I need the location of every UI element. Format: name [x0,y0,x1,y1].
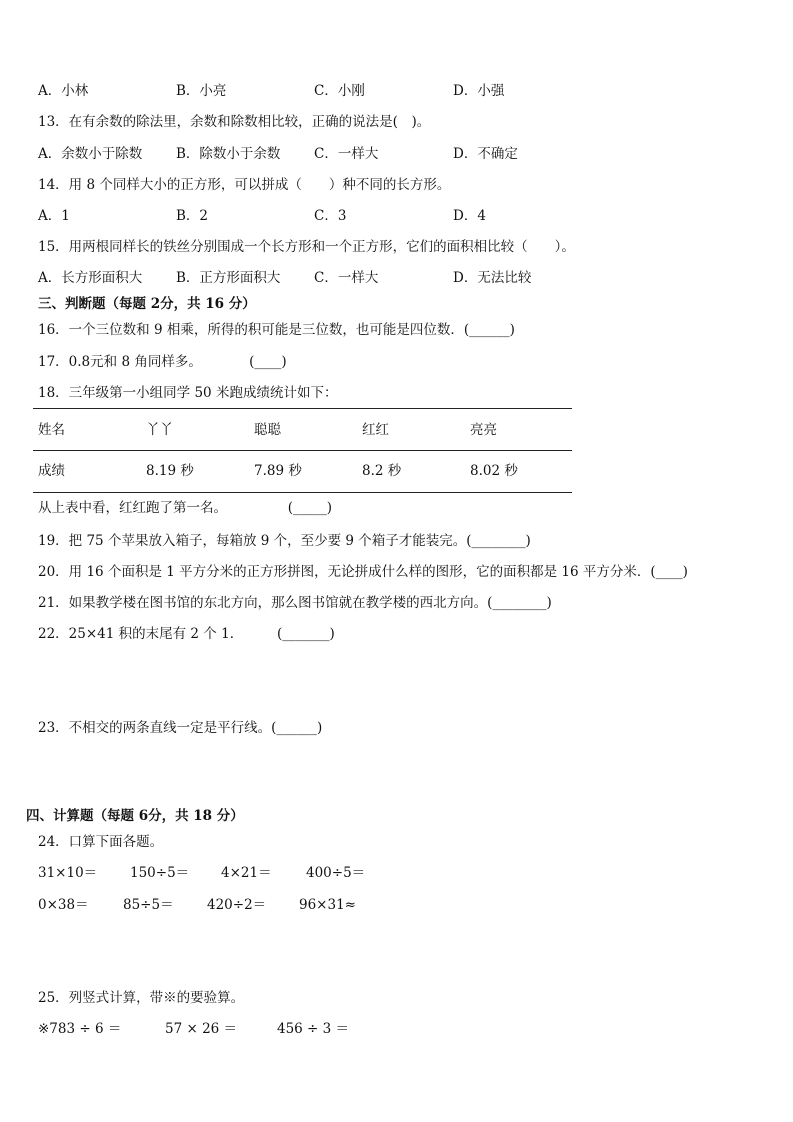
option-d: D．不确定 [453,146,518,162]
option-b: B．正方形面积大 [176,270,281,286]
question-14-stem: 14．用 8 个同样大小的正方形，可以拼成（ ）种不同的长方形。 [38,177,451,193]
question-24-stem: 24．口算下面各题。 [38,834,164,850]
data-cell: 成绩 [38,463,65,479]
header-cell: 丫丫 [146,422,173,438]
option-b: B．小亮 [176,83,227,99]
header-cell: 聪聪 [254,422,281,438]
option-a: A．余数小于除数 [38,146,143,162]
calc-item: 0×38＝ [38,897,89,913]
question-21: 21．如果教学楼在图书馆的东北方向，那么图书馆就在教学楼的西北方向。(________) [38,595,552,611]
option-c: C．小刚 [314,83,365,99]
question-19: 19．把 75 个苹果放入箱子，每箱放 9 个，至少要 9 个箱子才能装完。(________) [38,533,531,549]
data-cell: 8.19 秒 [146,463,194,479]
question-22: 22．25×41 积的末尾有 2 个 1． (_______) [38,626,335,642]
calc-item: 150÷5＝ [130,865,190,881]
option-b: B．2 [176,208,209,224]
option-c: C．一样大 [314,146,379,162]
calc-item: 85÷5＝ [123,897,174,913]
question-18-stem: 18．三年级第一小组同学 50 米跑成绩统计如下： [38,385,338,401]
data-cell: 8.2 秒 [362,463,402,479]
question-13-stem: 13．在有余数的除法里，余数和除数相比较，正确的说法是( )。 [38,114,431,130]
option-d: D．无法比较 [453,270,532,286]
calc-item: 4×21＝ [221,865,272,881]
calc-item: ※783 ÷ 6 ＝ [38,1021,122,1037]
option-b: B．除数小于余数 [176,146,281,162]
question-17: 17．0.8元和 8 角同样多。 (____) [38,354,287,370]
header-cell: 姓名 [38,422,65,438]
question-23: 23．不相交的两条直线一定是平行线。(______) [38,720,323,736]
option-a: A．1 [38,208,70,224]
header-cell: 红红 [362,422,389,438]
section-title-judgement: 三、判断题（每题 2分，共 16 分） [38,296,256,312]
data-cell: 7.89 秒 [254,463,302,479]
calc-item: 96×31≈ [299,897,356,913]
option-c: C．3 [314,208,347,224]
table-mid-rule [33,450,572,451]
question-25-stem: 25．列竖式计算，带※的要验算。 [38,990,245,1006]
calc-item: 57 × 26 ＝ [165,1021,238,1037]
question-15-stem: 15．用两根同样长的铁丝分别围成一个长方形和一个正方形，它们的面积相比较（ ）。 [38,239,575,255]
question-20: 20．用 16 个面积是 1 平方分米的正方形拼图，无论拼成什么样的图形，它的面积都是 16 平方分米．(____) [38,564,688,580]
option-d: D．4 [453,208,486,224]
calc-item: 420÷2＝ [207,897,267,913]
option-d: D．小强 [453,83,505,99]
calc-item: 31×10＝ [38,865,98,881]
option-c: C．一样大 [314,270,379,286]
question-16: 16．一个三位数和 9 相乘，所得的积可能是三位数，也可能是四位数．(______) [38,322,515,338]
calc-item: 400÷5＝ [306,865,366,881]
table-top-rule [33,408,572,409]
header-cell: 亮亮 [470,422,497,438]
section-title-calculation: 四、计算题（每题 6分，共 18 分） [26,808,244,824]
table-bottom-rule [33,492,572,493]
question-18-statement: 从上表中看，红红跑了第一名。 (_____) [38,500,333,516]
option-a: A．小林 [38,83,89,99]
calc-item: 456 ÷ 3 ＝ [277,1021,350,1037]
data-cell: 8.02 秒 [470,463,518,479]
option-a: A．长方形面积大 [38,270,143,286]
